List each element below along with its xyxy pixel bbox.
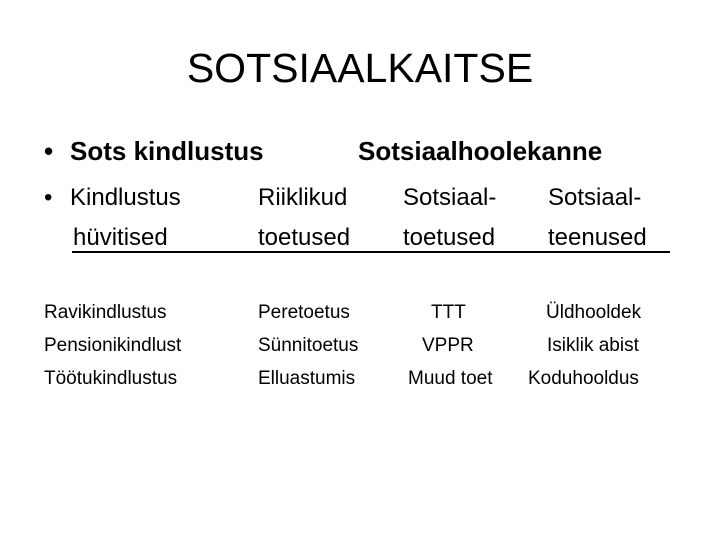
list-item: Ravikindlustus [44,302,167,323]
list-item: Sünnitoetus [258,335,359,356]
list-item: Üldhooldek [546,302,642,323]
column-header-kindlustus [44,182,181,214]
list-item: Koduhooldus [528,368,639,389]
column-header-line2: toetused [403,224,496,251]
section-left-label: Sots kindlustus [70,136,264,166]
column-header-sotsiaaltoetused: Sotsiaal- [403,184,497,211]
header-underline [72,251,670,253]
list-item: TTT [431,302,466,323]
section-sots-kindlustus [44,135,264,167]
list-item: Pensionikindlust [44,335,182,356]
column-header-line2: hüvitised [73,224,168,251]
list-item: Isiklik abist [547,335,639,356]
section-sotsiaalhoolekanne: Sotsiaalhoolekanne [358,136,603,166]
slide-title: SOTSIAALKAITSE [186,45,534,91]
list-item: Muud toet [408,368,493,389]
column-header-line2: toetused [258,224,351,251]
list-item: Elluastumis [258,368,356,389]
list-item: VPPR [422,335,474,356]
column-header-riiklikud: Riiklikud [258,184,348,211]
list-item: Töötukindlustus [44,368,178,389]
bullet-dot: • [44,136,54,166]
list-item: Peretoetus [258,302,350,323]
bullet-dot: • [44,184,53,211]
column-header-sotsiaalteenused: Sotsiaal- [548,184,642,211]
column-header-line1: Kindlustus [70,184,181,211]
column-header-line2: teenused [548,224,647,251]
